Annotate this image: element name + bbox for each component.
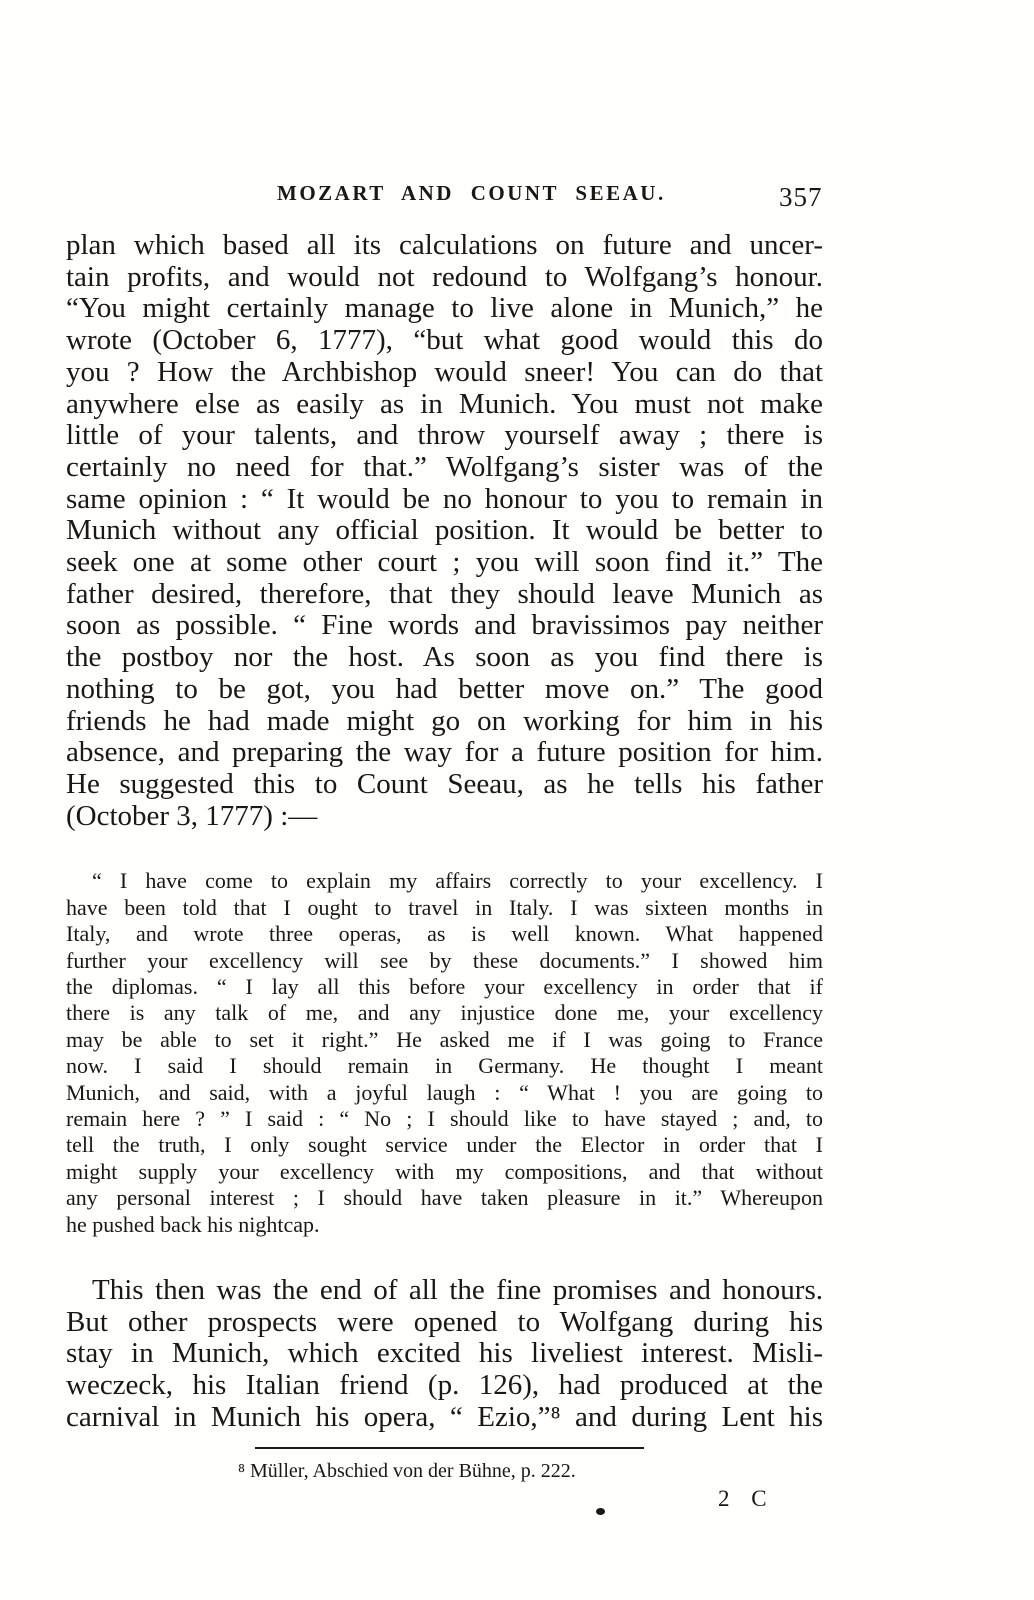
text-line: the postboy nor the host. As soon as you find there is bbox=[66, 641, 823, 674]
text-line: little of your talents, and throw yourself away ; there is bbox=[66, 419, 823, 452]
text-line: absence, and preparing the way for a future position for him. bbox=[66, 736, 823, 769]
text-line: tell the truth, I only sought service under the Elector in order that I bbox=[66, 1132, 823, 1158]
text-line: you ? How the Archbishop would sneer! You can do that bbox=[66, 355, 823, 388]
text-line: Italy, and wrote three operas, as is well known. What happened bbox=[66, 921, 823, 947]
footnote-text: ⁸ Müller, Abschied von der Bühne, p. 222. bbox=[238, 1460, 576, 1482]
paragraph-closing bbox=[66, 1275, 823, 1434]
text-line: the diplomas. “ I lay all this before your excellency in order that if bbox=[66, 973, 823, 999]
text-line: may be able to set it right.” He asked me if I was going to France bbox=[66, 1026, 823, 1052]
text-line: any personal interest ; I should have taken pleasure in it.” Whereupon bbox=[66, 1185, 823, 1211]
text-line: wrote (October 6, 1777), “but what good would this do bbox=[66, 324, 823, 357]
text-line: same opinion : “ It would be no honour to you to remain in bbox=[66, 482, 823, 515]
page-number: 357 bbox=[779, 182, 823, 212]
text-line: “You might certainly manage to live alone in Munich,” he bbox=[66, 292, 823, 325]
printer-signature-mark: 2 C bbox=[718, 1486, 775, 1511]
text-line: plan which based all its calculations on future and uncer- bbox=[66, 229, 823, 261]
text-line: stay in Munich, which excited his liveliest interest. Misli- bbox=[66, 1337, 823, 1370]
text-line: “ I have come to explain my affairs correctly to your excellency. I bbox=[92, 868, 823, 894]
text-line: (October 3, 1777) :— bbox=[66, 799, 318, 832]
text-line: This then was the end of all the fine promises and honours. bbox=[92, 1274, 823, 1307]
text-line: anywhere else as easily as in Munich. You must not make bbox=[66, 387, 823, 420]
text-line: remain here ? ” I said : “ No ; I should like to have stayed ; and, to bbox=[66, 1106, 823, 1132]
text-line: he pushed back his nightcap. bbox=[66, 1211, 320, 1237]
text-line: But other prospects were opened to Wolfgang during his bbox=[66, 1305, 823, 1338]
text-line: have been told that I ought to travel in Italy. I was sixteen months in bbox=[66, 894, 823, 920]
running-header-title: MOZART AND COUNT SEEAU. bbox=[277, 181, 666, 205]
text-line: carnival in Munich his opera, “ Ezio,”⁸ and during Lent his bbox=[66, 1400, 823, 1433]
text-line: seek one at some other court ; you will soon find it.” The bbox=[66, 546, 823, 579]
text-line: further your excellency will see by these documents.” I showed him bbox=[66, 947, 823, 973]
ink-speck bbox=[596, 1508, 605, 1515]
text-line: father desired, therefore, that they should leave Munich as bbox=[66, 577, 823, 610]
text-line: now. I said I should remain in Germany. He thought I meant bbox=[66, 1053, 823, 1079]
text-line: Munich without any official position. It would be better to bbox=[66, 514, 823, 547]
text-line: might supply your excellency with my compositions, and that without bbox=[66, 1158, 823, 1184]
footnote-rule bbox=[255, 1447, 644, 1449]
page-text-block bbox=[66, 230, 823, 1434]
paragraph-main bbox=[66, 230, 823, 832]
text-line: friends he had made might go on working for him in his bbox=[66, 704, 823, 737]
text-line: soon as possible. “ Fine words and bravissimos pay neither bbox=[66, 609, 823, 642]
text-line: tain profits, and would not redound to Wolfgang’s honour. bbox=[66, 260, 823, 293]
text-line: Munich, and said, with a joyful laugh : “ What ! you are going to bbox=[66, 1079, 823, 1105]
text-line: weczeck, his Italian friend (p. 126), had produced at the bbox=[66, 1369, 823, 1402]
text-line: certainly no need for that.” Wolfgang’s sister was of the bbox=[66, 450, 823, 483]
text-line: there is any talk of me, and any injustice done me, your excellency bbox=[66, 1000, 823, 1026]
text-line: He suggested this to Count Seeau, as he tells his father bbox=[66, 767, 823, 800]
paragraph-letter-quote bbox=[66, 868, 823, 1238]
text-line: nothing to be got, you had better move on.” The good bbox=[66, 672, 823, 705]
